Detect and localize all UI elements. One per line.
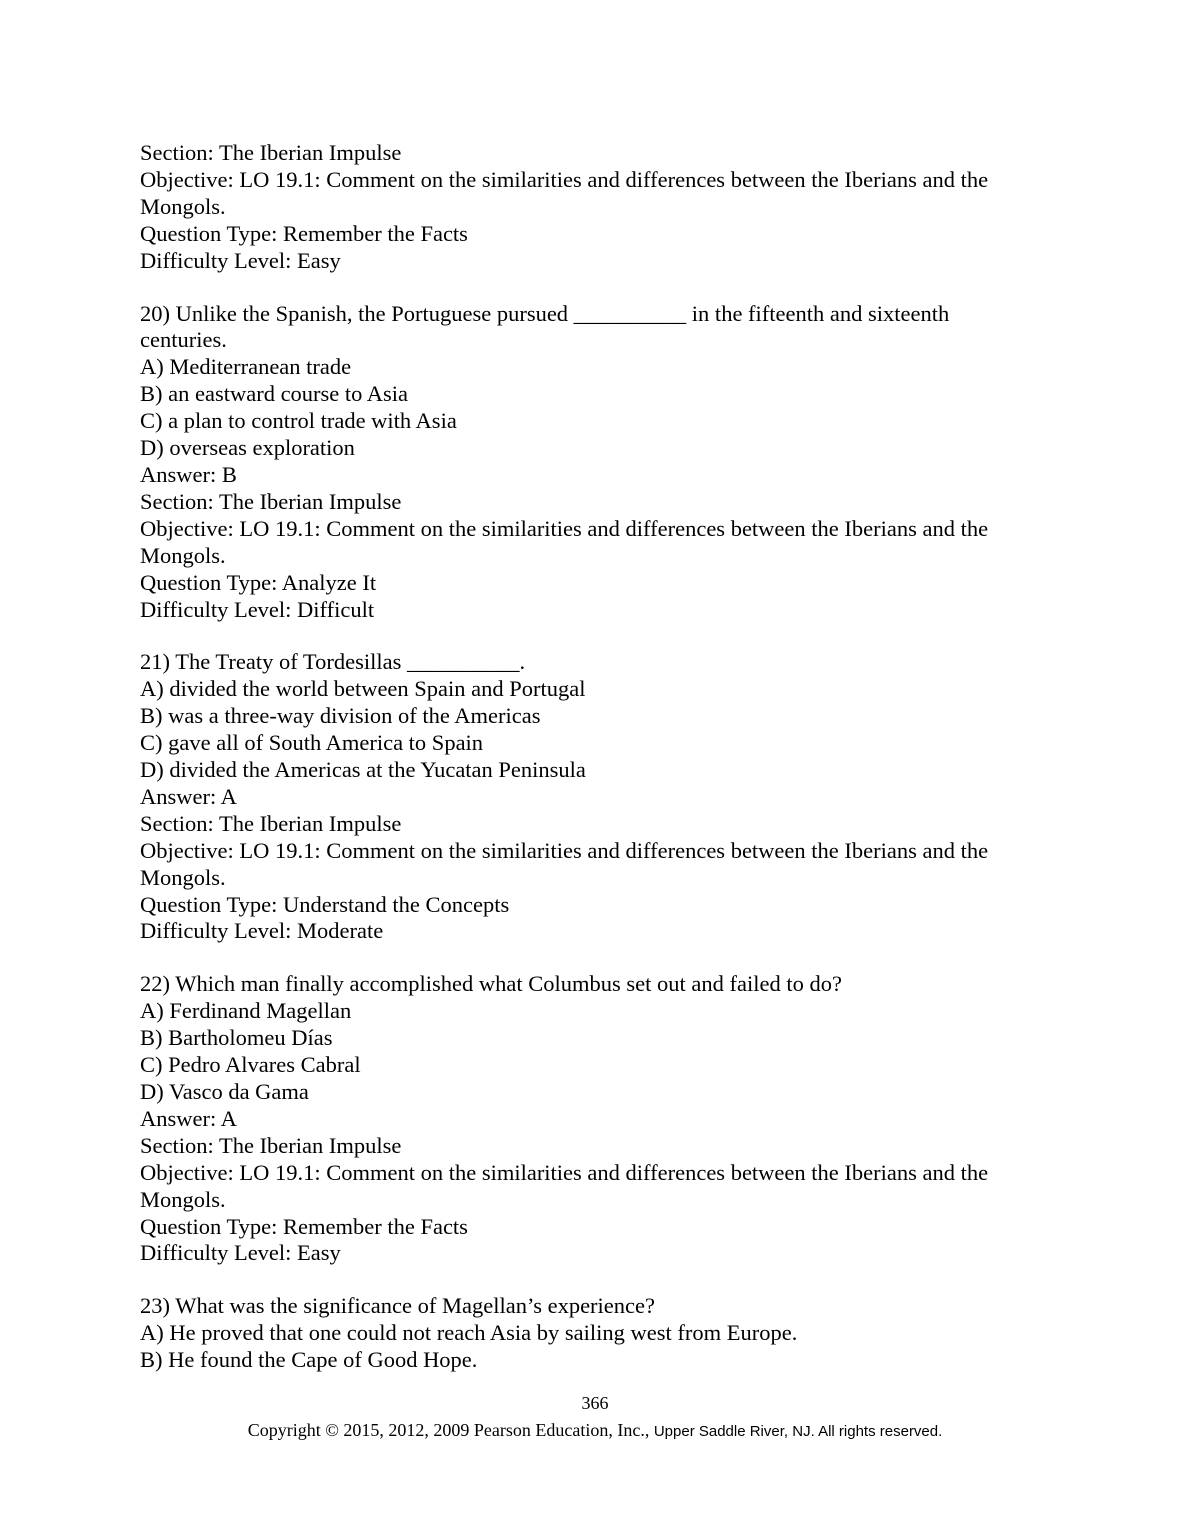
question-type-line: Question Type: Understand the Concepts <box>140 891 510 917</box>
difficulty-line: Difficulty Level: Easy <box>140 247 341 273</box>
objective-line: Objective: LO 19.1: Comment on the similarities and differences between the Iberians and the Mongols. <box>140 515 989 568</box>
answer-line: Answer: B <box>140 461 237 487</box>
option-a: A) Ferdinand Magellan <box>140 998 352 1024</box>
question-text: 22) Which man finally accomplished what Columbus set out and failed to do? <box>140 971 842 997</box>
question-type-line: Question Type: Remember the Facts <box>140 220 468 246</box>
section-line: Section: The Iberian Impulse <box>140 810 402 836</box>
question-21 <box>140 649 1040 945</box>
copyright-tail: Upper Saddle River, NJ. All rights reserved. <box>653 1423 943 1440</box>
question-text: 20) Unlike the Spanish, the Portuguese pursued __________ in the fifteenth and sixteenth centuries. <box>140 300 950 353</box>
option-d: D) divided the Americas at the Yucatan Peninsula <box>140 757 586 783</box>
option-a: A) Mediterranean trade <box>140 354 352 380</box>
copyright-main: Copyright © 2015, 2012, 2009 Pearson Education, Inc., <box>247 1420 654 1440</box>
question-23 <box>140 1293 1040 1374</box>
difficulty-line: Difficulty Level: Easy <box>140 1240 341 1266</box>
option-c: C) gave all of South America to Spain <box>140 730 484 756</box>
question-text: 23) What was the significance of Magellan’s experience? <box>140 1293 655 1319</box>
option-b: B) Bartholomeu Días <box>140 1025 333 1051</box>
option-c: C) Pedro Alvares Cabral <box>140 1052 361 1078</box>
copyright-footer <box>0 1420 1190 1441</box>
objective-line: Objective: LO 19.1: Comment on the similarities and differences between the Iberians and the Mongols. <box>140 837 989 890</box>
difficulty-line: Difficulty Level: Moderate <box>140 918 384 944</box>
option-d: D) overseas exploration <box>140 435 355 461</box>
section-line: Section: The Iberian Impulse <box>140 1132 402 1158</box>
option-a: A) divided the world between Spain and Portugal <box>140 676 586 702</box>
answer-line: Answer: A <box>140 783 237 809</box>
section-line: Section: The Iberian Impulse <box>140 140 402 165</box>
option-b: B) He found the Cape of Good Hope. <box>140 1347 478 1373</box>
option-b: B) was a three-way division of the Americas <box>140 703 541 729</box>
page-number: 366 <box>581 1393 609 1413</box>
answer-line: Answer: A <box>140 1105 237 1131</box>
document-page <box>140 140 1040 1374</box>
question-22 <box>140 971 1040 1267</box>
question-20 <box>140 301 1040 624</box>
question-type-line: Question Type: Analyze It <box>140 569 377 595</box>
option-a: A) He proved that one could not reach Asia by sailing west from Europe. <box>140 1320 798 1346</box>
question-text: 21) The Treaty of Tordesillas __________. <box>140 649 526 675</box>
question-metadata-block <box>140 140 1040 275</box>
option-d: D) Vasco da Gama <box>140 1079 309 1104</box>
question-type-line: Question Type: Remember the Facts <box>140 1213 468 1239</box>
option-c: C) a plan to control trade with Asia <box>140 408 457 434</box>
objective-line: Objective: LO 19.1: Comment on the similarities and differences between the Iberians and the Mongols. <box>140 166 989 219</box>
option-b: B) an eastward course to Asia <box>140 381 409 407</box>
section-line: Section: The Iberian Impulse <box>140 488 402 514</box>
objective-line: Objective: LO 19.1: Comment on the similarities and differences between the Iberians and the Mongols. <box>140 1159 989 1212</box>
difficulty-line: Difficulty Level: Difficult <box>140 596 375 622</box>
